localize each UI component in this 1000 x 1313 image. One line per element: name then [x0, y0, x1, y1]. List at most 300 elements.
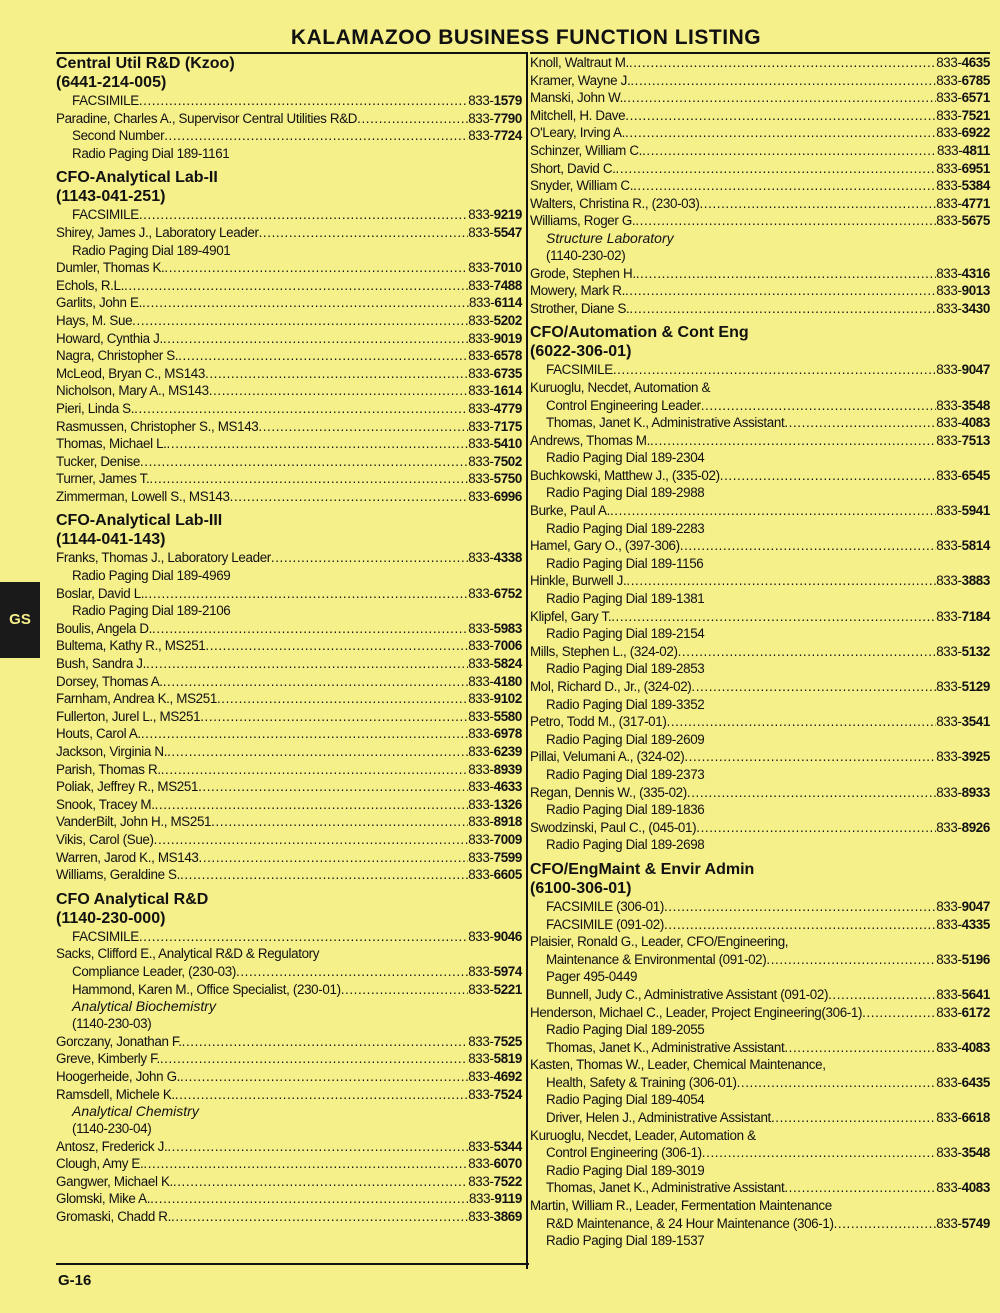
dot-leader [180, 1068, 468, 1086]
section-code: (6022-306-01) [530, 343, 632, 361]
phone-number [468, 963, 522, 981]
dot-leader [357, 110, 468, 128]
phone-extension: 5974 [493, 963, 522, 979]
section-code: (6100-306-01) [530, 879, 632, 897]
phone-number [936, 1004, 990, 1022]
section-heading: CFO/Automation & Cont Eng [530, 324, 749, 342]
dot-leader [124, 277, 468, 295]
phone-extension: 5202 [493, 312, 522, 328]
phone-extension: 7006 [493, 638, 522, 654]
entry-name: Thomas, Janet K., Administrative Assistant [546, 415, 785, 431]
phone-extension: 4083 [961, 1180, 990, 1196]
phone-number [936, 819, 990, 837]
directory-entry [530, 951, 990, 969]
dot-leader [642, 142, 937, 160]
directory-entry [56, 796, 522, 814]
entry-name: Control Engineering Leader [546, 397, 701, 413]
phone-number [468, 1208, 522, 1226]
phone-prefix: 833- [468, 207, 494, 223]
dot-leader [626, 572, 936, 590]
dot-leader [625, 282, 936, 300]
entry-name: Gromaski, Chadd R. [56, 1209, 172, 1225]
directory-entry [56, 981, 522, 999]
phone-number [468, 743, 522, 761]
dot-leader [154, 831, 469, 849]
directory-entry [530, 265, 990, 283]
entry-name: Health, Safety & Training (306-01) [546, 1074, 737, 1090]
dot-leader [200, 708, 468, 726]
phone-extension: 3548 [961, 397, 990, 413]
entry-name: Williams, Geraldine S. [56, 867, 181, 883]
dot-leader [691, 678, 936, 696]
phone-prefix: 833- [468, 1051, 494, 1067]
dot-leader [175, 1086, 468, 1104]
phone-number [468, 277, 522, 295]
phone-number [468, 655, 522, 673]
entry-note [530, 1056, 990, 1074]
phone-prefix: 833- [468, 330, 494, 346]
phone-number [468, 400, 522, 418]
phone-extension: 6435 [961, 1074, 990, 1090]
phone-extension: 5750 [493, 471, 522, 487]
dot-leader [611, 608, 936, 626]
directory-entry [530, 124, 990, 142]
entry-name: Driver, Helen J., Administrative Assistant [546, 1110, 771, 1126]
entry-name: Hamel, Gary O., (397-306) [530, 538, 680, 554]
entry-name: Walters, Christina R., (230-03) [530, 195, 700, 211]
dot-leader [616, 160, 937, 178]
phone-prefix: 833- [936, 503, 962, 519]
dot-leader [164, 127, 468, 145]
phone-prefix: 833- [468, 814, 494, 830]
phone-number [468, 206, 522, 224]
phone-number [468, 1050, 522, 1068]
entry-name: Houts, Carol A. [56, 726, 141, 742]
directory-entry [530, 713, 990, 731]
directory-entry [530, 916, 990, 934]
phone-extension: 7524 [493, 1086, 522, 1102]
entry-name: Petro, Todd M., (317-01) [530, 714, 667, 730]
entry-note [530, 1091, 990, 1109]
dot-leader [341, 981, 469, 999]
phone-prefix: 833- [468, 1209, 494, 1225]
phone-number [936, 1215, 990, 1233]
directory-entry [56, 637, 522, 655]
phone-number [936, 643, 990, 661]
entry-name: Farnham, Andrea K., MS251 [56, 691, 217, 707]
entry-name: O'Leary, Irving A. [530, 125, 625, 141]
phone-prefix: 833- [936, 1004, 962, 1020]
entry-name: Nagra, Christopher S. [56, 348, 179, 364]
phone-prefix: 833- [468, 400, 494, 416]
phone-extension: 5749 [961, 1215, 990, 1231]
phone-extension: 9013 [961, 283, 990, 299]
entry-name: Mills, Stephen L., (324-02) [530, 643, 678, 659]
phone-extension: 3925 [961, 749, 990, 765]
section-heading: CFO/EngMaint & Envir Admin [530, 860, 755, 878]
entry-name: Radio Paging Dial 189-4054 [546, 1092, 705, 1108]
entry-note [530, 625, 990, 643]
phone-extension: 4338 [493, 550, 522, 566]
entry-name: Vikis, Carol (Sue) [56, 831, 154, 847]
phone-number [936, 54, 990, 72]
phone-number [469, 1190, 522, 1208]
entry-name: Dorsey, Thomas A. [56, 673, 163, 689]
phone-extension: 5410 [493, 436, 522, 452]
dot-leader [862, 1004, 936, 1022]
phone-number [468, 831, 522, 849]
directory-entry [530, 177, 990, 195]
directory-entry [530, 142, 990, 160]
phone-extension: 4083 [961, 1039, 990, 1055]
dot-leader [161, 761, 469, 779]
phone-prefix: 833- [936, 951, 962, 967]
phone-prefix: 833- [468, 1191, 495, 1207]
phone-number [468, 110, 522, 128]
phone-number [936, 678, 990, 696]
phone-prefix: 833- [936, 679, 962, 694]
dot-leader [828, 986, 936, 1004]
dot-leader [784, 1179, 936, 1197]
directory-entry [56, 690, 522, 708]
phone-extension: 4635 [961, 55, 990, 70]
dot-leader [664, 898, 936, 916]
entry-name: Radio Paging Dial 189-1156 [546, 555, 704, 571]
dot-leader [155, 796, 469, 814]
entry-note [530, 836, 990, 854]
entry-note [530, 449, 990, 467]
phone-number [468, 690, 522, 708]
phone-number [468, 259, 522, 277]
entry-name: Parish, Thomas R. [56, 761, 161, 777]
phone-extension: 5983 [493, 620, 522, 636]
entry-name: Manski, John W. [530, 90, 623, 106]
phone-extension: 1326 [493, 796, 522, 812]
phone-extension: 5221 [493, 981, 522, 997]
entry-list [56, 206, 522, 505]
entry-note [530, 1127, 990, 1145]
phone-prefix: 833- [468, 831, 494, 847]
phone-extension: 4335 [961, 916, 990, 932]
phone-extension: 6618 [961, 1110, 990, 1126]
entry-name: Hammond, Karen M., Office Specialist, (230-01) [72, 981, 341, 997]
phone-number [468, 1138, 522, 1156]
phone-number [936, 748, 990, 766]
phone-extension: 6578 [493, 348, 522, 364]
directory-entry [56, 277, 522, 295]
entry-name: Nicholson, Mary A., MS143 [56, 383, 209, 399]
phone-number [468, 866, 522, 884]
entry-name: Regan, Dennis W., (335-02) [530, 784, 687, 800]
directory-entry [56, 1173, 522, 1191]
directory-entry [56, 1190, 522, 1208]
entry-name: Snook, Tracey M. [56, 796, 155, 812]
entry-name: Pillai, Velumani A., (324-02) [530, 749, 685, 765]
dot-leader [217, 690, 468, 708]
dot-leader [178, 347, 468, 365]
phone-prefix: 833- [468, 981, 494, 997]
phone-prefix: 833- [936, 986, 962, 1002]
phone-extension: 3430 [961, 300, 990, 316]
directory-entry [530, 1215, 990, 1233]
entry-name: Thomas, Janet K., Administrative Assistant [546, 1039, 785, 1055]
dot-leader [680, 537, 936, 555]
dot-leader [623, 89, 936, 107]
dot-leader [720, 467, 936, 485]
phone-prefix: 833- [936, 160, 962, 176]
directory-entry [56, 1033, 522, 1051]
phone-prefix: 833- [468, 1156, 494, 1172]
entry-name: Bunnell, Judy C., Administrative Assistant (091-02) [546, 986, 829, 1002]
phone-prefix: 833- [468, 550, 494, 566]
directory-entry [530, 414, 990, 432]
phone-extension: 5819 [493, 1051, 522, 1067]
phone-extension: 5132 [961, 643, 990, 659]
section-code: (1144-041-143) [56, 531, 166, 549]
dot-leader [140, 453, 468, 471]
entry-name: Glomski, Mike A. [56, 1191, 151, 1207]
entry-name: FACSIMILE [72, 928, 139, 944]
phone-prefix: 833- [468, 761, 494, 777]
phone-extension: 4692 [493, 1068, 522, 1084]
phone-extension: 9047 [961, 362, 990, 378]
entry-name: Mol, Richard D., Jr., (324-02) [530, 679, 692, 694]
dot-leader [205, 365, 468, 383]
dot-leader [784, 414, 936, 432]
phone-prefix: 833- [936, 362, 962, 378]
phone-prefix: 833- [936, 72, 962, 88]
directory-entry [56, 963, 522, 981]
entry-name: Kasten, Thomas W., Leader, Chemical Maintenance, [530, 1057, 826, 1073]
entry-note [530, 379, 990, 397]
entry-name: Greve, Kimberly F. [56, 1051, 160, 1067]
phone-prefix: 833- [468, 656, 494, 672]
directory-entry [56, 330, 522, 348]
directory-entry [56, 435, 522, 453]
phone-prefix: 833- [468, 796, 494, 812]
phone-extension: 5580 [493, 708, 522, 724]
phone-prefix: 833- [936, 1145, 962, 1161]
entry-name: Radio Paging Dial 189-1381 [546, 591, 705, 607]
phone-extension: 5824 [493, 656, 522, 672]
phone-prefix: 833- [468, 488, 494, 504]
directory-entry [530, 572, 990, 590]
section-heading: Central Util R&D (Kzoo) [56, 55, 235, 72]
directory-entry [530, 819, 990, 837]
dot-leader [142, 294, 469, 312]
phone-number [936, 361, 990, 379]
directory-entry [56, 866, 522, 884]
entry-name: Kuruoglu, Necdet, Automation & [530, 379, 711, 395]
dot-leader [141, 725, 468, 743]
phone-number [936, 432, 990, 450]
phone-number [936, 951, 990, 969]
entry-list [530, 898, 990, 1250]
phone-number [936, 898, 990, 916]
phone-prefix: 833- [468, 928, 494, 944]
entry-name: Swodzinski, Paul C., (045-01) [530, 819, 697, 835]
phone-extension: 7521 [961, 107, 990, 123]
dot-leader [164, 259, 468, 277]
directory-entry [530, 54, 990, 72]
directory-entry [530, 300, 990, 318]
phone-prefix: 833- [936, 608, 962, 624]
directory-entry [56, 453, 522, 471]
phone-prefix: 833- [936, 125, 962, 141]
phone-extension: 6922 [961, 125, 990, 141]
phone-extension: 7502 [493, 453, 522, 469]
directory-entry [56, 470, 522, 488]
phone-prefix: 833- [468, 1086, 494, 1102]
phone-extension: 4811 [962, 142, 990, 158]
phone-number [936, 72, 990, 90]
dot-leader [134, 400, 468, 418]
phone-extension: 9119 [494, 1191, 522, 1207]
directory-entry [530, 898, 990, 916]
entry-name: Gangwer, Michael K. [56, 1173, 173, 1189]
directory-entry [56, 1208, 522, 1226]
phone-number [936, 282, 990, 300]
phone-number [937, 142, 990, 160]
phone-prefix: 833- [468, 620, 494, 636]
phone-extension: 8926 [961, 819, 990, 835]
phone-extension: 4633 [493, 779, 522, 795]
phone-prefix: 833- [936, 916, 962, 932]
phone-extension: 9102 [493, 691, 522, 707]
phone-prefix: 833- [936, 1215, 962, 1231]
entry-note [530, 696, 990, 714]
phone-prefix: 833- [468, 110, 494, 126]
directory-entry [56, 110, 522, 128]
dot-leader [144, 585, 468, 603]
phone-prefix: 833- [468, 963, 494, 979]
directory-entry [530, 748, 990, 766]
entry-name: Grode, Stephen H. [530, 265, 636, 281]
section-code: (1140-230-000) [56, 909, 166, 927]
dot-leader [198, 778, 468, 796]
entry-name: Bultema, Kathy R., MS251 [56, 638, 206, 654]
entry-name: Control Engineering (306-1) [546, 1145, 702, 1161]
phone-prefix: 833- [468, 1033, 494, 1049]
dot-leader [701, 397, 937, 415]
directory-entry [530, 986, 990, 1004]
entry-name: Compliance Leader, (230-03) [72, 963, 236, 979]
entry-name: Radio Paging Dial 189-3352 [546, 696, 705, 712]
phone-prefix: 833- [468, 673, 494, 689]
entry-name: FACSIMILE [72, 93, 139, 108]
phone-number [468, 418, 522, 436]
subsection-code: (1140-230-04) [72, 1121, 152, 1137]
directory-entry [530, 1144, 990, 1162]
phone-number [936, 1074, 990, 1092]
side-tab: GS [0, 582, 40, 658]
entry-name: Radio Paging Dial 189-1161 [72, 145, 230, 161]
phone-extension: 6951 [961, 160, 990, 176]
phone-number [936, 784, 990, 802]
directory-entry [56, 778, 522, 796]
phone-extension: 4316 [961, 265, 990, 281]
phone-extension: 7009 [493, 831, 522, 847]
phone-extension: 5384 [961, 178, 990, 194]
dot-leader [633, 177, 936, 195]
phone-extension: 6978 [493, 726, 522, 742]
phone-number [936, 397, 990, 415]
phone-extension: 8918 [493, 814, 522, 830]
subsection-code: (1140-230-03) [72, 1016, 152, 1032]
phone-prefix: 833- [936, 415, 962, 431]
entry-name: Garlits, John E. [56, 295, 142, 311]
page-title: KALAMAZOO BUSINESS FUNCTION LISTING [290, 26, 762, 49]
entry-note [56, 567, 522, 585]
phone-extension: 6172 [961, 1004, 990, 1020]
entry-note [530, 1021, 990, 1039]
dot-leader [146, 655, 468, 673]
entry-note [56, 602, 522, 620]
phone-number [936, 608, 990, 626]
phone-extension: 8939 [493, 761, 522, 777]
section-code: (1143-041-251) [56, 188, 166, 206]
phone-number [936, 916, 990, 934]
dot-leader [132, 312, 468, 330]
phone-extension: 4180 [493, 673, 522, 689]
subsection-heading: Analytical Chemistry [72, 1103, 199, 1120]
dot-leader [271, 549, 468, 567]
entry-note [56, 242, 522, 260]
phone-number [468, 813, 522, 831]
entry-list [530, 54, 990, 230]
entry-name: Hays, M. Sue [56, 312, 133, 328]
phone-number [936, 107, 990, 125]
dot-leader [664, 916, 936, 934]
phone-extension: 6996 [493, 488, 522, 504]
directory-entry [530, 643, 990, 661]
entry-name: Ramsdell, Michele K. [56, 1086, 175, 1102]
dot-leader [259, 224, 469, 242]
directory-entry [56, 312, 522, 330]
phone-prefix: 833- [936, 90, 962, 106]
directory-entry [56, 831, 522, 849]
phone-prefix: 833- [468, 1138, 494, 1154]
dot-leader [150, 1190, 469, 1208]
entry-note [530, 766, 990, 784]
phone-prefix: 833- [468, 260, 494, 276]
phone-number [469, 294, 522, 312]
entry-name: Boslar, David L. [56, 585, 145, 601]
entry-name: Radio Paging Dial 189-4901 [72, 242, 231, 258]
directory-entry [56, 294, 522, 312]
phone-number [936, 265, 990, 283]
directory-entry [56, 365, 522, 383]
entry-name: Henderson, Michael C., Leader, Project Engineering(306-1) [530, 1004, 863, 1020]
directory-entry [530, 502, 990, 520]
phone-number [936, 124, 990, 142]
section-heading: CFO-Analytical Lab-III [56, 512, 223, 530]
phone-extension: 9019 [493, 330, 522, 346]
dot-leader [687, 784, 936, 802]
phone-number [468, 796, 522, 814]
directory-entry [530, 1074, 990, 1092]
entry-name: Hoogerheide, John G. [56, 1068, 181, 1084]
phone-extension: 7184 [961, 608, 990, 624]
phone-extension: 5941 [961, 503, 990, 519]
entry-name: Shirey, James J., Laboratory Leader [56, 224, 259, 240]
entry-name: Warren, Jarod K., MS143 [56, 849, 199, 865]
phone-prefix: 833- [936, 300, 962, 316]
directory-entry [56, 92, 522, 110]
bottom-rule [56, 1263, 529, 1265]
entry-name: Gorczany, Jonathan F. [56, 1033, 182, 1049]
entry-note [530, 520, 990, 538]
